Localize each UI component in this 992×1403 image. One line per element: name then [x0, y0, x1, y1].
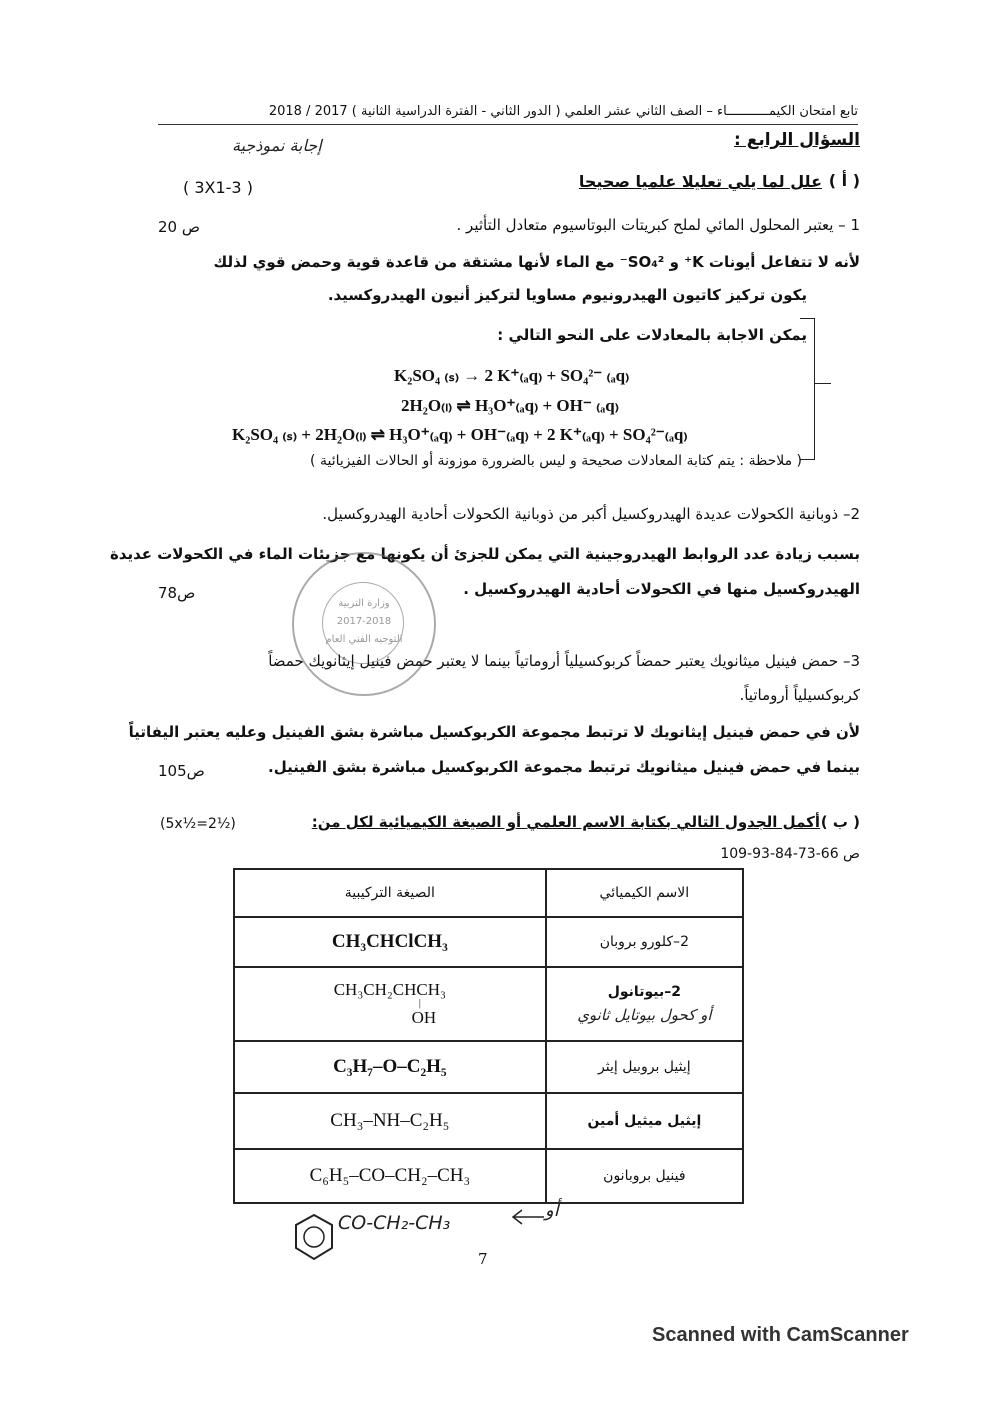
item2-answer-line1: بسبب زيادة عدد الروابط الهيدروجينية التي يمكن للجزئ أن يكونها مع جزيئات الماء في الكحولات عديدة [109, 545, 860, 563]
item1-statement: 1 – يعتبر المحلول المائي لملح كبريتات البوتاسيوم متعادل التأثير . [456, 216, 860, 234]
answer-table [233, 868, 744, 1204]
item1-page-ref: ص 20 [158, 218, 200, 236]
item3-answer-line1: لأن في حمض فينيل إيثانويك لا ترتبط مجموعة الكربوكسيل مباشرة بشق الفينيل وعليه يعتبر اليفاتياً [128, 723, 860, 741]
part-b-marks: (5x½=2½) [160, 816, 236, 832]
formula-cell: C₃H₇–O–C₂H₅ [234, 1041, 546, 1093]
formula-main: CH₃CH₂CHCH₃ [333, 980, 446, 999]
equation-3: K₂SO₄ ₍ₛ₎ + 2H₂O₍ₗ₎ ⇌ H₃O⁺₍ₐq₎ + OH⁻₍ₐq₎ + 2 K⁺₍ₐq₎ + SO₄²⁻₍ₐq₎ [232, 425, 688, 444]
formula-cell: CH₃–NH–C₂H₅ [234, 1093, 546, 1149]
handwritten-or: أو [545, 1200, 559, 1221]
item1-answer-line1: لأنه لا تتفاعل أيونات K⁺ و SO₄²⁻ مع الماء لأنها مشتقة من قاعدة قوية وحمض قوي لذلك [213, 253, 860, 271]
part-b-title: أكمل الجدول التالي بكتابة الاسم العلمي أو الصيغة الكيميائية لكل من: [311, 813, 820, 831]
formula-branch-line: | [418, 998, 421, 1009]
handwritten-arrow-icon [510, 1206, 546, 1228]
item1-alt-intro: يمكن الاجابة بالمعادلات على النحو التالي : [497, 326, 807, 344]
formula-cell: C₆H₅–CO–CH₂–CH₃ [234, 1149, 546, 1203]
equations-bracket [800, 318, 815, 460]
equation-1: K₂SO₄ ₍ₛ₎ → 2 K⁺₍ₐq₎ + SO₄²⁻ ₍ₐq₎ [394, 366, 630, 385]
part-b-page-ref: ص 66-73-84-93-109 [720, 846, 860, 862]
header-formula: الصيغة التركيبية [234, 869, 546, 917]
item1-note: ( ملاحظة : يتم كتابة المعادلات صحيحة و ليس بالضرورة موزونة أو الحالات الفيزيائية ) [310, 453, 802, 469]
formula-cell [234, 967, 546, 1041]
item3-page-ref: ص105 [158, 762, 205, 780]
table-row [234, 1041, 743, 1093]
name-cell [546, 967, 743, 1041]
handwritten-header-note: إجابة نموذجية [232, 136, 322, 155]
item2-answer-line2: الهيدروكسيل منها في الكحولات أحادية الهيدروكسيل . [463, 580, 860, 598]
formula-cell: CH₃CHClCH₃ [234, 917, 546, 967]
formula-branch: OH [411, 1008, 437, 1027]
stamp-line-2: 2017-2018 [336, 616, 392, 627]
item2-page-ref: ص78 [158, 584, 196, 602]
table-row [234, 1149, 743, 1203]
table-header-row [234, 869, 743, 917]
page-number: 7 [478, 1250, 488, 1268]
handwritten-formula: CO-CH₂-CH₃ [338, 1212, 451, 1234]
name-cell: فينيل بروبانون [546, 1149, 743, 1203]
name-cell: إيثيل ميثيل أمين [546, 1093, 743, 1149]
handwritten-alt-name: أو كحول بيوتايل ثانوي [577, 1006, 712, 1024]
question-title: السؤال الرابع : [734, 130, 860, 150]
exam-header: تابع امتحان الكيمـــــــــــاء – الصف الثاني عشر العلمي ( الدور الثاني - الفترة الدراسية الثانية ) 2017 / 2018 [268, 104, 858, 119]
bracket-tick [815, 383, 831, 384]
ministry-stamp [292, 552, 436, 696]
table-row [234, 1093, 743, 1149]
stamp-line-3: التوجيه الفني العام [325, 634, 403, 645]
item3-answer-line2: بينما في حمض فينيل ميثانويك ترتبط مجموعة الكربوكسيل مباشرة بشق الفينيل. [268, 758, 860, 776]
camscanner-footer: Scanned with CamScanner [652, 1324, 909, 1346]
part-a-label: ( أ ) [828, 171, 860, 190]
stamp-line-1: وزارة التربية [338, 598, 390, 609]
equation-2: 2H₂O₍ₗ₎ ⇌ H₃O⁺₍ₐq₎ + OH⁻ ₍ₐq₎ [401, 396, 619, 415]
handwritten-benzene-ring [292, 1212, 336, 1262]
part-a-marks: ( 3X1-3 ) [183, 178, 253, 197]
header-rule [158, 124, 858, 125]
table-row [234, 917, 743, 967]
name-cell: إيثيل بروبيل إيثر [546, 1041, 743, 1093]
item1-answer-line2: يكون تركيز كاتيون الهيدرونيوم مساويا لتركيز أنيون الهيدروكسيد. [327, 286, 807, 304]
part-b-label: ( ب ) [820, 813, 860, 831]
name-cell: 2–كلورو بروبان [546, 917, 743, 967]
item3-statement-line2: كربوكسيلياً أروماتياً. [739, 686, 860, 704]
item3-statement-line1: 3– حمض فينيل ميثانويك يعتبر حمضاً كربوكسيلياً أروماتياً بينما لا يعتبر حمض فينيل إيثانويك حمضاً [268, 652, 860, 670]
header-name: الاسم الكيميائي [546, 869, 743, 917]
table-row [234, 967, 743, 1041]
item2-statement: 2– ذوبانية الكحولات عديدة الهيدروكسيل أكبر من ذوبانية الكحولات أحادية الهيدروكسيل. [322, 505, 860, 523]
part-a-title: علل لما يلي تعليلا علميا صحيحا [578, 172, 822, 191]
name-text: 2–بيوتانول [607, 984, 681, 1000]
